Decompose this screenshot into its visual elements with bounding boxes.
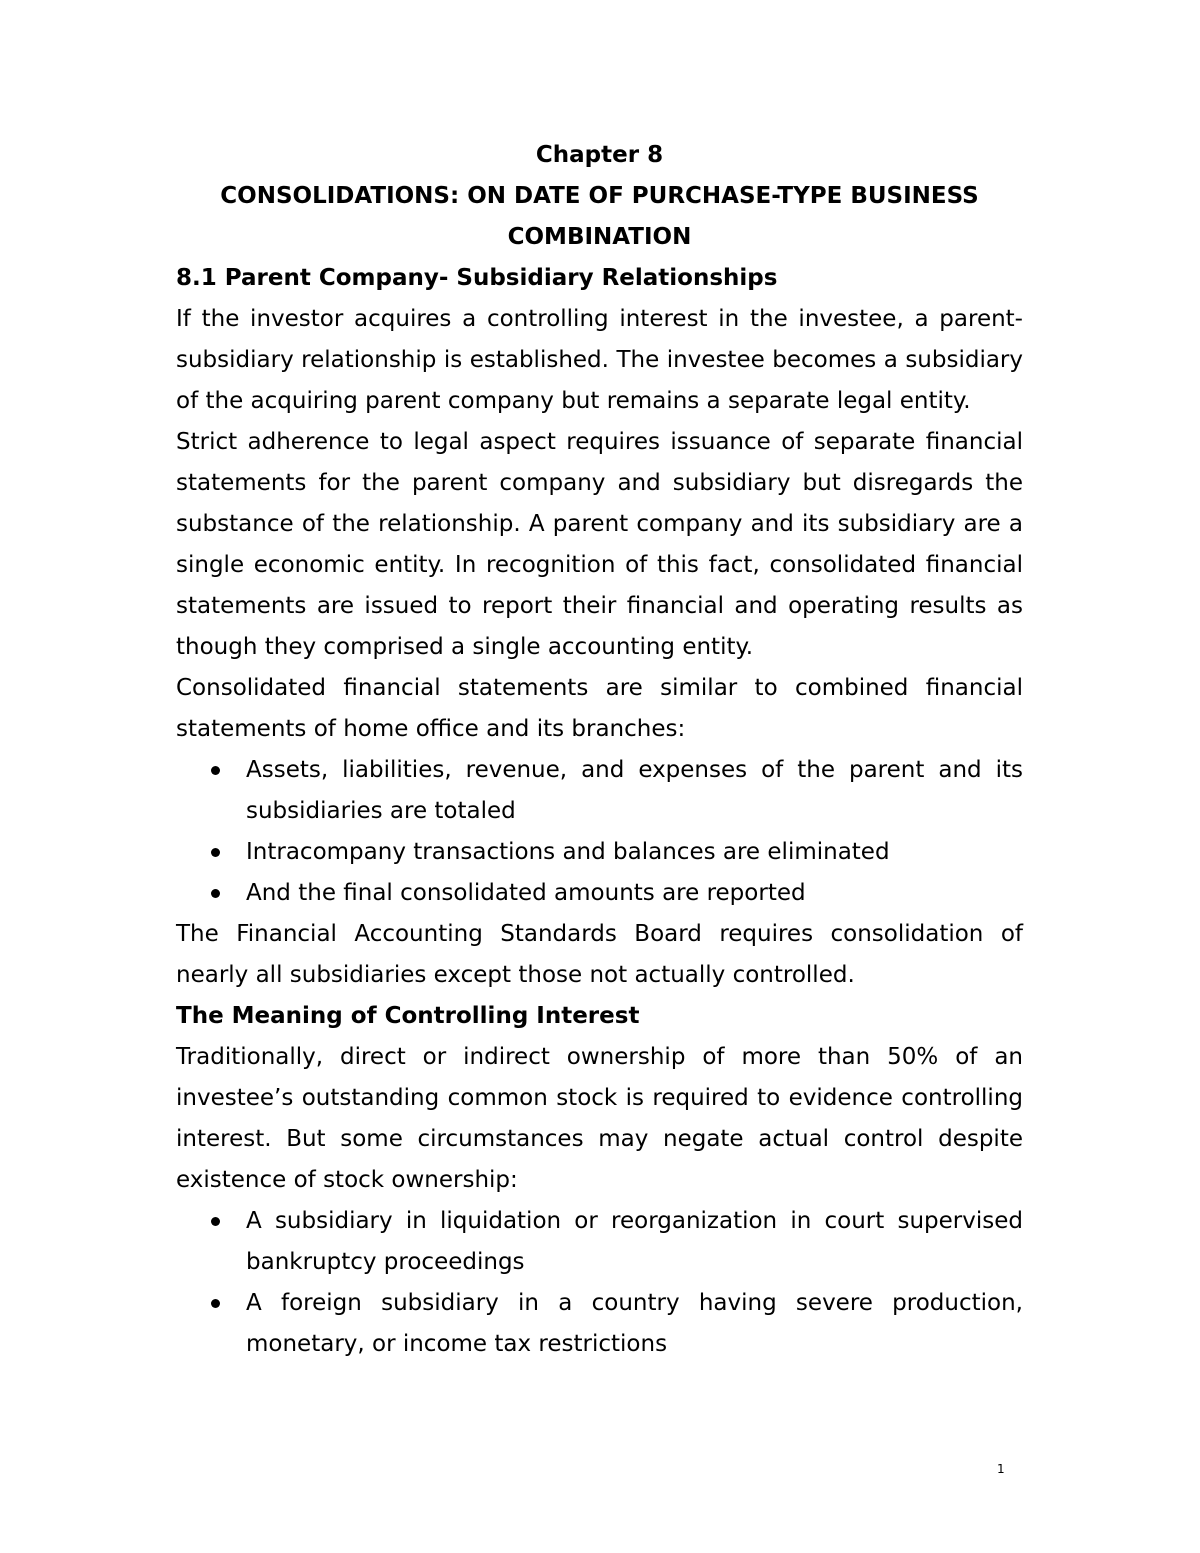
consolidation-steps-list <box>176 750 1023 914</box>
list-item: Intracompany transactions and balances are eliminated <box>176 832 1023 873</box>
chapter-title: CONSOLIDATIONS: ON DATE OF PURCHASE-TYPE BUSINESS COMBINATION <box>220 183 979 250</box>
document-page <box>176 135 1023 1365</box>
paragraph-controlling-interest: If the investor acquires a controlling interest in the investee, a parent-subsidiary relationship is established. The investee becomes a subsidiary of the acquiring parent company but remains a separate legal entity. <box>176 306 1023 414</box>
chapter-label: Chapter 8 <box>535 142 664 168</box>
list-item: Assets, liabilities, revenue, and expenses of the parent and its subsidiaries are totaled <box>176 750 1023 832</box>
list-item: And the final consolidated amounts are reported <box>176 873 1023 914</box>
list-item: A subsidiary in liquidation or reorganization in court supervised bankruptcy proceedings <box>176 1201 1023 1283</box>
section-heading-controlling-interest: The Meaning of Controlling Interest <box>176 1003 640 1029</box>
paragraph-fasb: The Financial Accounting Standards Board requires consolidation of nearly all subsidiaries except those not actually controlled. <box>176 921 1023 988</box>
paragraph-legal-aspect: Strict adherence to legal aspect requires issuance of separate financial statements for the parent company and subsidiary but disregards the substance of the relationship. A parent company and its subsidiary are a single economic entity. In recognition of this fact, consolidated financial statements are issued to report their financial and operating results as though they comprised a single accounting entity. <box>176 429 1023 660</box>
control-exceptions-list <box>176 1201 1023 1365</box>
paragraph-ownership: Traditionally, direct or indirect ownership of more than 50% of an investee’s outstanding common stock is required to evidence controlling interest. But some circumstances may negate actual control despite existence of stock ownership: <box>176 1044 1023 1193</box>
paragraph-combined-statements: Consolidated financial statements are similar to combined financial statements of home office and its branches: <box>176 675 1023 742</box>
section-heading-parent-subsidiary: 8.1 Parent Company- Subsidiary Relationships <box>176 265 778 291</box>
page-number: 1 <box>997 1462 1005 1476</box>
list-item: A foreign subsidiary in a country having severe production, monetary, or income tax restrictions <box>176 1283 1023 1365</box>
